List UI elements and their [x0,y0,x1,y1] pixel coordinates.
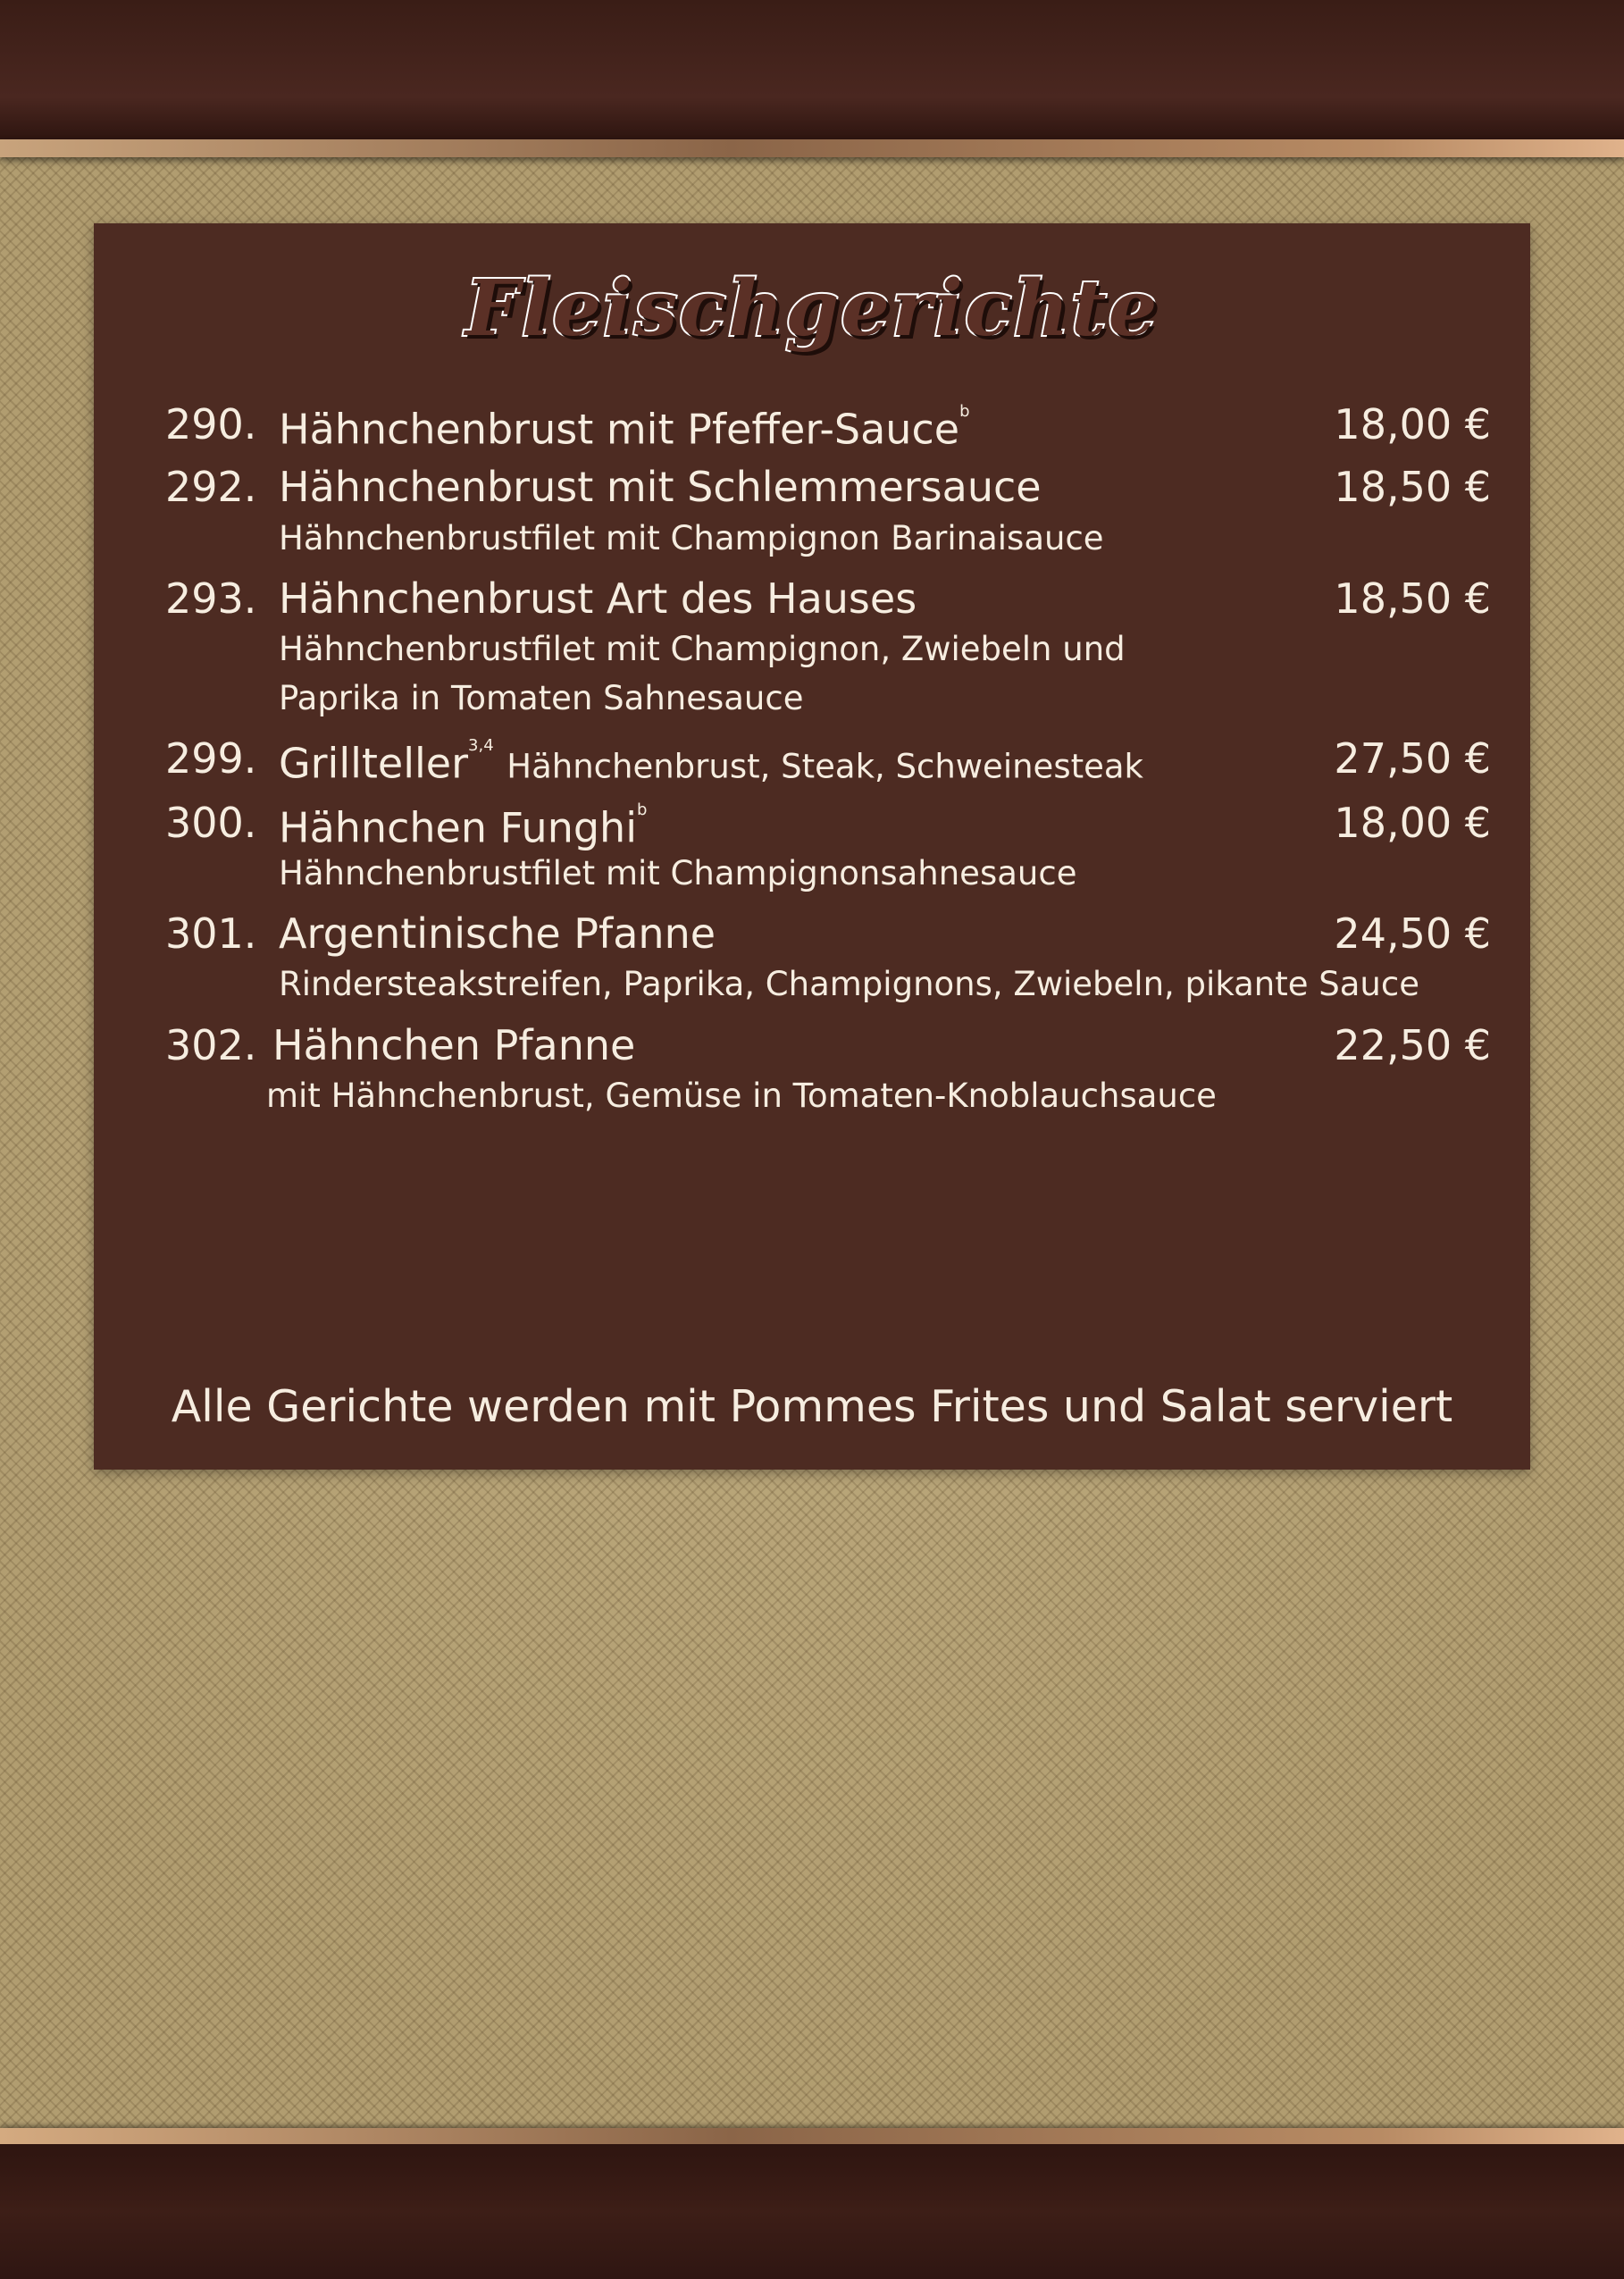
menu-item-293 [94,572,1530,625]
item-name: Argentinische Pfanne [279,909,716,958]
item-number: 302. [165,1021,257,1069]
menu-item-300 [94,796,1530,850]
item-price: 18,00 € [1334,799,1491,847]
item-name: Hähnchen Funghi$^b$ [279,800,648,852]
item-description: Paprika in Tomaten Sahnesauce [279,679,804,717]
menu-footer-note: Alle Gerichte werden mit Pommes Frites und Salat serviert [171,1381,1453,1432]
bottom-band [0,2144,1624,2279]
item-name: Hähnchen Pfanne [272,1021,636,1069]
item-number: 290. [165,400,257,448]
item-price: 24,50 € [1334,909,1491,958]
item-price: 18,50 € [1334,463,1491,511]
menu-item-301 [94,907,1530,960]
menu-item-299 [94,732,1530,788]
menu-item-302 [94,1018,1530,1072]
item-price: 22,50 € [1334,1021,1491,1069]
item-number: 300. [165,799,257,847]
menu-panel [94,223,1530,1470]
menu-item-292 [94,460,1530,514]
item-description: Hähnchenbrustfilet mit Champignonsahnesauce [279,854,1077,892]
item-description: Hähnchenbrustfilet mit Champignon, Zwiebeln und [279,630,1126,668]
allergen-note: b [637,800,648,819]
item-description: Rindersteakstreifen, Paprika, Champignons, Zwiebeln, pikante Sauce [279,965,1419,1003]
item-name: Hähnchenbrust Art des Hauses [279,574,917,623]
item-price: 27,50 € [1334,734,1491,783]
allergen-note: b [959,402,970,421]
menu-title: Fleischgerichte [465,264,1159,354]
item-number: 299. [165,734,257,783]
item-name: Grillteller$^{3,4}$ Hähnchenbrust, Steak, Schweinesteak [279,736,1143,788]
item-price: 18,00 € [1334,400,1491,448]
top-accent-line [0,139,1624,157]
allergen-note: 3,4 [468,736,494,755]
item-description: mit Hähnchenbrust, Gemüse in Tomaten-Knoblauchsauce [266,1077,1217,1115]
item-description: Hähnchenbrustfilet mit Champignon Barinaisauce [279,519,1104,557]
item-description: Hähnchenbrust, Steak, Schweinesteak [506,747,1143,786]
item-price: 18,50 € [1334,574,1491,623]
item-number: 292. [165,463,257,511]
item-name: Hähnchenbrust mit Pfeffer-Sauce$^b$ [279,402,970,454]
item-number: 293. [165,574,257,623]
bottom-accent-line [0,2128,1624,2144]
menu-item-290 [94,398,1530,454]
item-name: Hähnchenbrust mit Schlemmersauce [279,463,1042,511]
top-band [0,0,1624,139]
item-number: 301. [165,909,257,958]
